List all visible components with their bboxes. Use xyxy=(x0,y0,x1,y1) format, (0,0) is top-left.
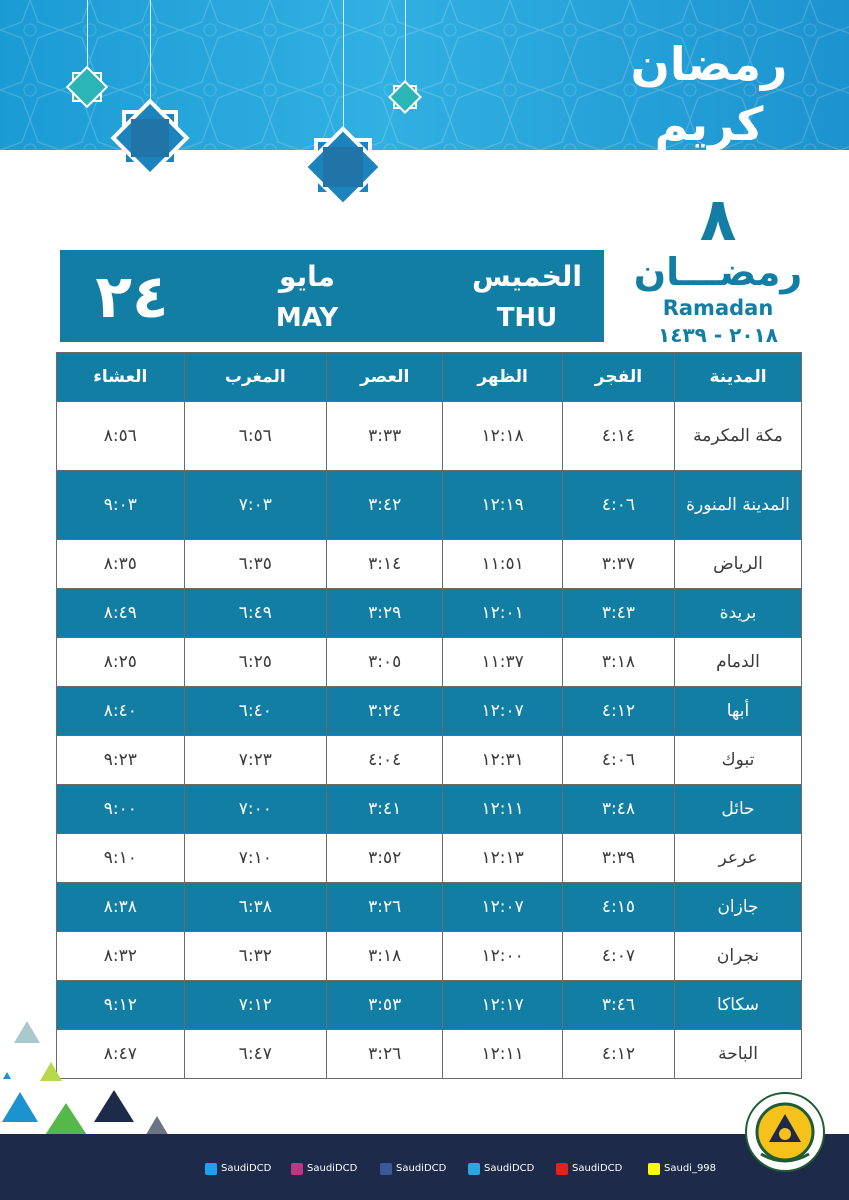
table-row xyxy=(57,834,802,883)
star-ornament-icon xyxy=(384,76,426,118)
table-row xyxy=(57,736,802,785)
telegram-icon xyxy=(468,1163,480,1175)
youtube-icon xyxy=(556,1163,568,1175)
time-cell: ٨:٥٦ xyxy=(57,402,185,471)
ramadan-day-badge xyxy=(628,185,808,348)
ramadan-kareem-title: رمضان كريم xyxy=(630,37,788,150)
time-cell: ٩:١٢ xyxy=(57,981,185,1030)
time-cell: ٣:٤٢ xyxy=(327,471,443,540)
social-handle-label: SaudiDCD xyxy=(572,1163,623,1174)
time-cell: ٣:٢٦ xyxy=(327,883,443,932)
social-handle-label: SaudiDCD xyxy=(221,1163,272,1174)
day-of-month: ٢٤ xyxy=(95,262,169,332)
time-cell: ٣:٥٢ xyxy=(327,834,443,883)
time-cell: ١٢:١٨ xyxy=(443,402,563,471)
city-cell: نجران xyxy=(675,932,802,981)
time-cell: ٨:٢٥ xyxy=(57,638,185,687)
city-cell: الباحة xyxy=(675,1030,802,1079)
table-row xyxy=(57,981,802,1030)
table-row xyxy=(57,589,802,638)
column-header-dhuhr: الظهر xyxy=(443,353,563,402)
snapchat-icon xyxy=(648,1163,660,1175)
time-cell: ١٢:١٣ xyxy=(443,834,563,883)
time-cell: ١٢:١١ xyxy=(443,785,563,834)
table-row xyxy=(57,402,802,471)
decor-triangle xyxy=(3,1072,11,1079)
hanging-string xyxy=(87,0,88,70)
time-cell: ٩:٢٣ xyxy=(57,736,185,785)
time-cell: ١٢:١٩ xyxy=(443,471,563,540)
time-cell: ٦:٣٢ xyxy=(184,932,326,981)
city-cell: حائل xyxy=(675,785,802,834)
time-cell: ٣:١٤ xyxy=(327,540,443,589)
column-header-asr: العصر xyxy=(327,353,443,402)
time-cell: ٣:٢٤ xyxy=(327,687,443,736)
civil-defense-emblem xyxy=(745,1092,825,1172)
table-row xyxy=(57,785,802,834)
time-cell: ١١:٣٧ xyxy=(443,638,563,687)
twitter-icon xyxy=(205,1163,217,1175)
prayer-times-table xyxy=(56,352,802,1079)
time-cell: ٤:١٤ xyxy=(562,402,674,471)
time-cell: ٨:٤٩ xyxy=(57,589,185,638)
table-header-row xyxy=(57,353,802,402)
time-cell: ٦:٤٩ xyxy=(184,589,326,638)
social-handle[interactable] xyxy=(291,1160,357,1178)
decor-triangle xyxy=(14,1021,40,1043)
city-cell: الرياض xyxy=(675,540,802,589)
time-cell: ٨:٤٠ xyxy=(57,687,185,736)
hanging-string xyxy=(150,0,151,110)
social-handle[interactable] xyxy=(468,1160,534,1178)
date-banner xyxy=(57,247,607,345)
city-cell: مكة المكرمة xyxy=(675,402,802,471)
time-cell: ٤:٠٧ xyxy=(562,932,674,981)
social-handle[interactable] xyxy=(648,1160,716,1178)
facebook-icon xyxy=(380,1163,392,1175)
social-handle[interactable] xyxy=(556,1160,622,1178)
ramadan-label-english: Ramadan xyxy=(662,296,774,320)
time-cell: ٣:٤١ xyxy=(327,785,443,834)
time-cell: ٧:٠٠ xyxy=(184,785,326,834)
social-handle-label: SaudiDCD xyxy=(307,1163,358,1174)
time-cell: ٧:١٢ xyxy=(184,981,326,1030)
table-row xyxy=(57,540,802,589)
month-english: MAY xyxy=(275,303,339,333)
city-cell: الدمام xyxy=(675,638,802,687)
time-cell: ٣:٣٣ xyxy=(327,402,443,471)
time-cell: ٣:٤٦ xyxy=(562,981,674,1030)
time-cell: ٧:٢٣ xyxy=(184,736,326,785)
emblem-icon xyxy=(747,1094,823,1170)
time-cell: ٣:٥٣ xyxy=(327,981,443,1030)
city-cell: جازان xyxy=(675,883,802,932)
time-cell: ٤:١٢ xyxy=(562,1030,674,1079)
time-cell: ٦:٥٦ xyxy=(184,402,326,471)
hijri-gregorian-years: ٢٠١٨ - ١٤٣٩ xyxy=(658,323,778,347)
weekday-arabic: الخميس xyxy=(471,260,583,293)
month-arabic: مايو xyxy=(279,260,335,293)
time-cell: ٧:١٠ xyxy=(184,834,326,883)
time-cell: ٦:٤٠ xyxy=(184,687,326,736)
time-cell: ١٢:٣١ xyxy=(443,736,563,785)
ramadan-day-number: ٨ xyxy=(699,185,737,255)
time-cell: ٣:١٨ xyxy=(562,638,674,687)
weekday-english: THU xyxy=(496,303,558,333)
time-cell: ٣:١٨ xyxy=(327,932,443,981)
social-handle-label: Saudi_998 xyxy=(664,1163,717,1174)
table-row xyxy=(57,471,802,540)
table-row xyxy=(57,1030,802,1079)
star-ornament-icon xyxy=(108,96,192,180)
time-cell: ٩:٠٣ xyxy=(57,471,185,540)
time-cell: ٦:٣٨ xyxy=(184,883,326,932)
time-cell: ٨:٤٧ xyxy=(57,1030,185,1079)
time-cell: ٣:٢٦ xyxy=(327,1030,443,1079)
time-cell: ٤:١٥ xyxy=(562,883,674,932)
time-cell: ٤:٠٤ xyxy=(327,736,443,785)
time-cell: ١١:٥١ xyxy=(443,540,563,589)
social-handle[interactable] xyxy=(205,1160,271,1178)
time-cell: ٣:٠٥ xyxy=(327,638,443,687)
table-row xyxy=(57,932,802,981)
time-cell: ٩:٠٠ xyxy=(57,785,185,834)
column-header-fajr: الفجر xyxy=(562,353,674,402)
decor-triangle xyxy=(40,1062,62,1081)
time-cell: ١٢:٠٧ xyxy=(443,883,563,932)
time-cell: ٦:٤٧ xyxy=(184,1030,326,1079)
star-ornament-icon xyxy=(300,124,386,210)
social-handle[interactable] xyxy=(380,1160,446,1178)
time-cell: ٣:٣٧ xyxy=(562,540,674,589)
time-cell: ٣:٤٣ xyxy=(562,589,674,638)
city-cell: تبوك xyxy=(675,736,802,785)
city-cell: عرعر xyxy=(675,834,802,883)
star-ornament-icon xyxy=(62,62,112,112)
city-cell: بريدة xyxy=(675,589,802,638)
time-cell: ٣:٤٨ xyxy=(562,785,674,834)
table-row xyxy=(57,638,802,687)
time-cell: ٨:٣٨ xyxy=(57,883,185,932)
time-cell: ٨:٣٢ xyxy=(57,932,185,981)
time-cell: ٨:٣٥ xyxy=(57,540,185,589)
time-cell: ١٢:٠٧ xyxy=(443,687,563,736)
column-header-isha: العشاء xyxy=(57,353,185,402)
time-cell: ٤:٠٦ xyxy=(562,736,674,785)
city-cell: أبها xyxy=(675,687,802,736)
time-cell: ٦:٢٥ xyxy=(184,638,326,687)
time-cell: ٩:١٠ xyxy=(57,834,185,883)
time-cell: ١٢:١٧ xyxy=(443,981,563,1030)
time-cell: ٣:٣٩ xyxy=(562,834,674,883)
time-cell: ٤:٠٦ xyxy=(562,471,674,540)
city-cell: المدينة المنورة xyxy=(675,471,802,540)
table-row xyxy=(57,883,802,932)
time-cell: ١٢:٠٠ xyxy=(443,932,563,981)
column-header-city: المدينة xyxy=(675,353,802,402)
instagram-icon xyxy=(291,1163,303,1175)
social-handle-label: SaudiDCD xyxy=(396,1163,447,1174)
hanging-string xyxy=(405,0,406,85)
table-row xyxy=(57,687,802,736)
time-cell: ٣:٢٩ xyxy=(327,589,443,638)
social-handle-label: SaudiDCD xyxy=(484,1163,535,1174)
decor-triangle xyxy=(94,1090,134,1122)
ramadan-label-arabic: رمضـــان xyxy=(633,250,803,294)
time-cell: ٦:٣٥ xyxy=(184,540,326,589)
time-cell: ٧:٠٣ xyxy=(184,471,326,540)
time-cell: ٤:١٢ xyxy=(562,687,674,736)
hanging-string xyxy=(343,0,344,140)
time-cell: ١٢:١١ xyxy=(443,1030,563,1079)
time-cell: ١٢:٠١ xyxy=(443,589,563,638)
column-header-maghrib: المغرب xyxy=(184,353,326,402)
city-cell: سكاكا xyxy=(675,981,802,1030)
